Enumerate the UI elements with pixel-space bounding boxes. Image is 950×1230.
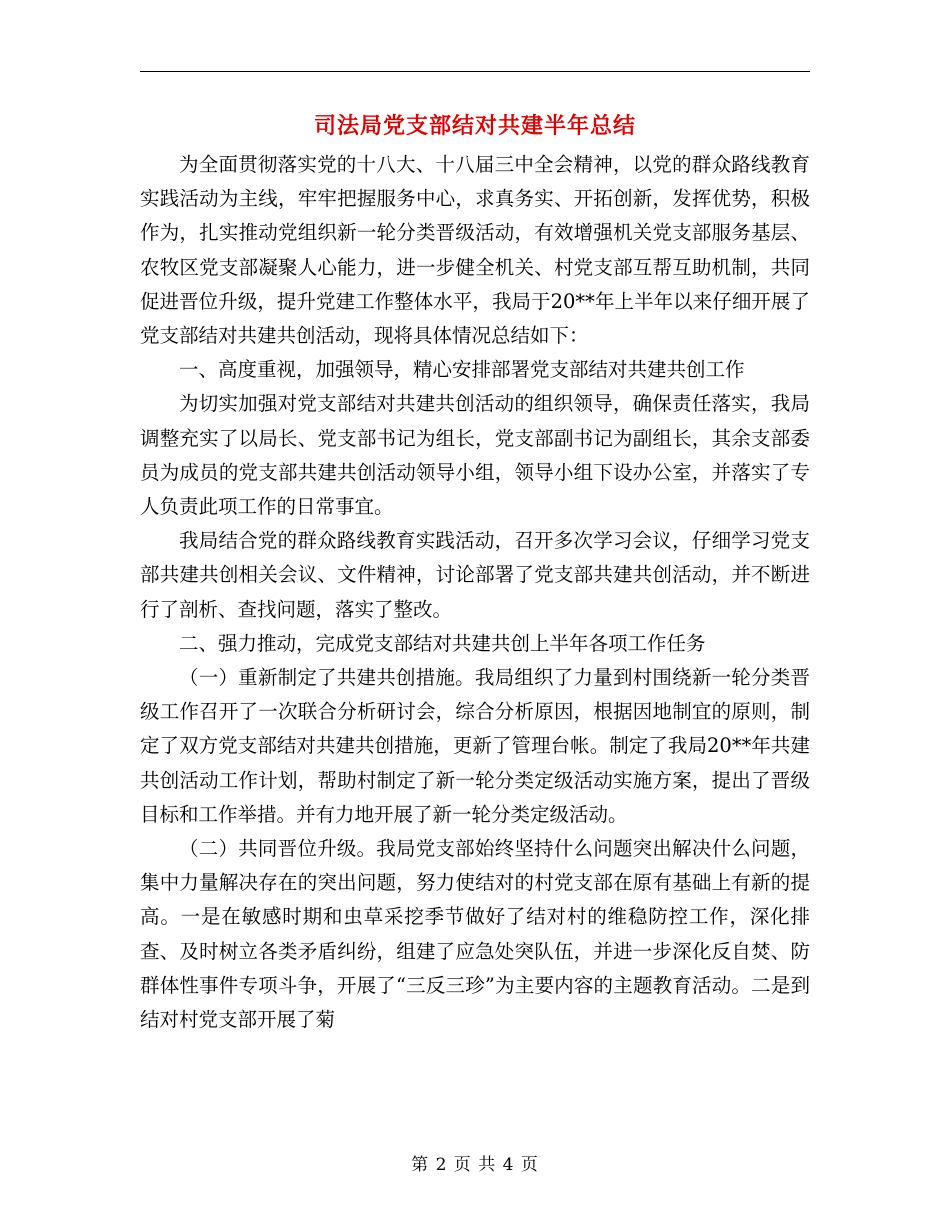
header-rule xyxy=(140,71,810,72)
section-heading: 一、高度重视，加强领导，精心安排部署党支部结对共建共创工作 xyxy=(179,358,745,382)
document-title: 司法局党支部结对共建半年总结 xyxy=(313,113,636,139)
paragraph: 我局结合党的群众路线教育实践活动，召开多次学习会议，仔细学习党支部共建共创相关会议、文件精神，讨论部署了党支部共建共创活动，并不断进行了剖析、查找问题，落实了整改。 xyxy=(140,529,810,621)
paragraph: 为全面贯彻落实党的十八大、十八届三中全会精神，以党的群众路线教育实践活动为主线，牢牢把握服务中心，求真务实、开拓创新，发挥优势，积极作为，扎实推动党组织新一轮分类晋级活动，有效增强机关党支部服务基层、农牧区党支部凝聚人心能力，进一步健全机关、村党支部互帮互助机制，共同促进晋位升级，提升党建工作整体水平，我局于20**年上半年以来仔细开展了党支部结对共建共创活动，现将具体情况总结如下： xyxy=(140,153,810,348)
paragraph: 为切实加强对党支部结对共建共创活动的组织领导，确保责任落实，我局调整充实了以局长、党支部书记为组长，党支部副书记为副组长，其余支部委员为成员的党支部共建共创活动领导小组，领导小组下设办公室，并落实了专人负责此项工作的日常事宜。 xyxy=(140,392,810,519)
section-heading: 二、强力推动，完成党支部结对共建共创上半年各项工作任务 xyxy=(179,631,706,655)
document-body xyxy=(140,148,810,1037)
paragraph: （一）重新制定了共建共创措施。我局组织了力量到村围绕新一轮分类晋级工作召开了一次联合分析研讨会，综合分析原因，根据因地制宜的原则，制定了双方党支部结对共建共创措施，更新了管理台帐。制定了我局20**年共建共创活动工作计划，帮助村制定了新一轮分类定级活动实施方案，提出了晋级目标和工作举措。并有力地开展了新一轮分类定级活动。 xyxy=(140,666,810,826)
paragraph: （二）共同晋位升级。我局党支部始终坚持什么问题突出解决什么问题，集中力量解决存在的突出问题，努力使结对的村党支部在原有基础上有新的提高。一是在敏感时期和虫草采挖季节做好了结对村的维稳防控工作，深化排查、及时树立各类矛盾纠纷，组建了应急处突队伍，并进一步深化反自焚、防群体性事件专项斗争，开展了“三反三珍”为主要内容的主题教育活动。二是到结对村党支部开展了菊 xyxy=(140,837,810,1032)
page-footer: 第 2 页 共 4 页 xyxy=(411,1155,539,1175)
